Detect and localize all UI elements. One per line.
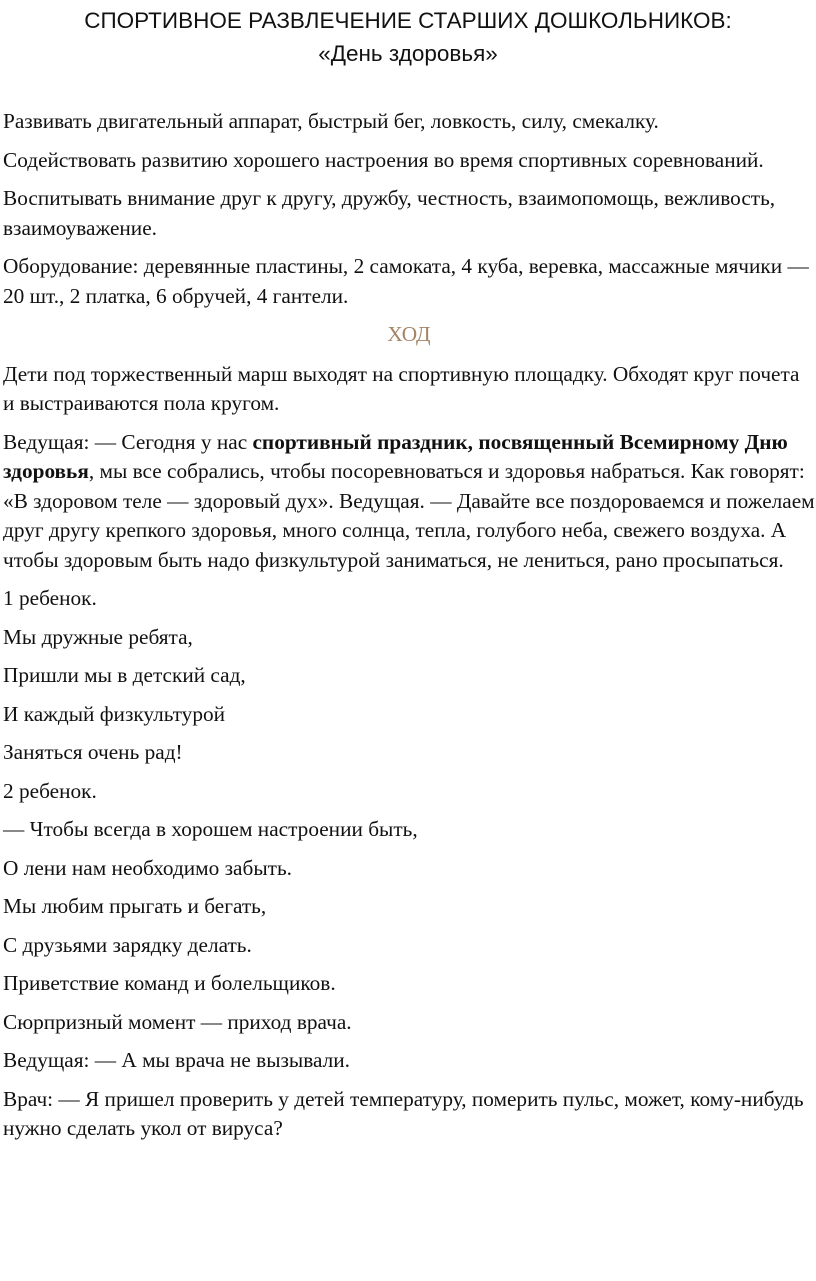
- poem-line: — Чтобы всегда в хорошем настроении быть,: [3, 817, 418, 841]
- goal-paragraph-2: Содействовать развитию хорошего настроения во время спортивных соревнований.: [3, 147, 764, 172]
- poem-line: Пришли мы в детский сад,: [3, 663, 246, 687]
- greeting-line: Приветствие команд и болельщиков.: [3, 971, 336, 995]
- child-2-label: 2 ребенок.: [3, 778, 97, 803]
- poem-line: И каждый физкультурой: [3, 701, 226, 726]
- title-line-2: «День здоровья»: [318, 41, 498, 66]
- poem-line: Мы дружные ребята,: [3, 624, 193, 649]
- host-speech-bold: спортивный праздник, посвященный Всемирному Дню здоровья: [3, 429, 788, 483]
- doctor-paragraph: Врач: — Я пришел проверить у детей температуру, померить пульс, может, кому-нибудь нужно сделать укол от вируса?: [3, 1086, 804, 1140]
- document-body: [3, 107, 815, 1153]
- host-speech-rest: , мы все собрались, чтобы посоревноваться и здоровья набраться. Как говорят: «В здоровом теле — здоровый дух». Ведущая. — Давайте все поздороваемся и пожелаем друг другу крепкого здоровья, много солнца, тепла, голубого неба, свежего воздуха. А чтобы здоровым быть надо физкультурой заниматься, не лениться, рано просыпаться.: [3, 459, 815, 572]
- goal-paragraph-1: Развивать двигательный аппарат, быстрый бег, ловкость, силу, смекалку.: [3, 109, 659, 133]
- child-1-label: 1 ребенок.: [3, 586, 97, 610]
- section-heading: ХОД: [387, 322, 431, 346]
- title-line-1: СПОРТИВНОЕ РАЗВЛЕЧЕНИЕ СТАРШИХ ДОШКОЛЬНИКОВ:: [84, 8, 732, 33]
- poem-line: Мы любим прыгать и бегать,: [3, 894, 267, 918]
- intro-paragraph: Дети под торжественный марш выходят на спортивную площадку. Обходят круг почета и выстраиваются пола кругом.: [3, 361, 800, 415]
- poem-line: Заняться очень рад!: [3, 740, 183, 764]
- host-speech-start: Ведущая: — Сегодня у нас: [3, 429, 253, 454]
- poem-line: С друзьями зарядку делать.: [3, 932, 252, 957]
- equipment-paragraph: Оборудование: деревянные пластины, 2 самоката, 4 куба, веревка, массажные мячики — 20 шт., 2 платка, 6 обручей, 4 гантели.: [3, 254, 809, 308]
- host-speech-paragraph: [3, 428, 815, 576]
- host-line: Ведущая: — А мы врача не вызывали.: [3, 1048, 350, 1072]
- surprise-line: Сюрпризный момент — приход врача.: [3, 1009, 352, 1034]
- goal-paragraph-3: Воспитывать внимание друг к другу, дружбу, честность, взаимопомощь, вежливость, взаимоуважение.: [3, 186, 776, 240]
- page-title: [0, 4, 816, 70]
- poem-line: О лени нам необходимо забыть.: [3, 855, 292, 880]
